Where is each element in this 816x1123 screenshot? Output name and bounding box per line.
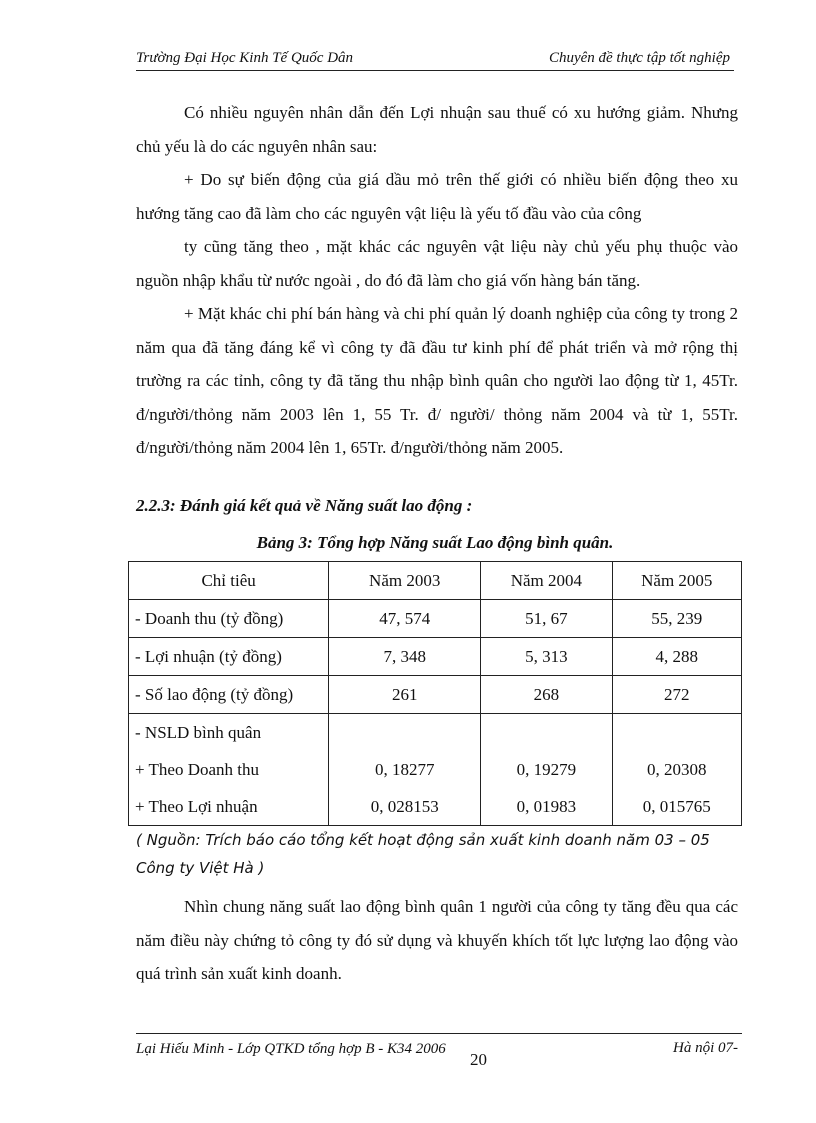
body-text <box>136 96 738 465</box>
cell-value: 0, 20308 <box>647 760 707 779</box>
cell-value: 272 <box>612 676 741 714</box>
header-school: Trường Đại Học Kinh Tế Quốc Dân <box>136 50 354 66</box>
nsld-2003 <box>329 714 481 826</box>
table-header-row <box>129 562 742 600</box>
row-label: - Doanh thu (tỷ đồng) <box>129 600 329 638</box>
paragraph-intro: Có nhiều nguyên nhân dẫn đến Lợi nhuận sau thuế có xu hướng giảm. Nhưng chủ yếu là do các nguyên nhân sau: <box>136 103 738 156</box>
paragraph-costs: + Mặt khác chi phí bán hàng và chi phí quản lý doanh nghiệp của công ty trong 2 năm qua đã tăng đáng kể vì công ty đã đầu tư kinh phí để phát triển và mở rộng thị trường ra các tỉnh, công ty đã tăng thu nhập bình quân cho người lao động từ 1, 45Tr. đ/người/thỏng năm 2003 lên 1, 55 Tr. đ/ người/ thỏng năm 2004 và từ 1, 55Tr. đ/người/thỏng năm 2004 lên 1, 65Tr. đ/người/thỏng năm 2005. <box>136 304 738 457</box>
row-label: - Số lao động (tỷ đồng) <box>129 676 329 714</box>
cell-value: 47, 574 <box>329 600 481 638</box>
source-note: ( Nguồn: Trích báo cáo tổng kết hoạt động sản xuất kinh doanh năm 03 – 05 Công ty Việt Hà ) <box>136 831 710 877</box>
header-report-title: Chuyên đề thực tập tốt nghiệp <box>548 50 730 66</box>
table-row <box>129 600 742 638</box>
page-number: 20 <box>470 1050 487 1069</box>
row-label-nsld <box>129 714 329 826</box>
paragraph-conclusion: Nhìn chung năng suất lao động bình quân 1 người của công ty tăng đều qua các năm điều này chứng tỏ công ty đó sử dụng và khuyến khích tốt lực lượng lao động vào quá trình sản xuất kinh doanh. <box>136 897 738 983</box>
header-indicator: Chỉ tiêu <box>129 562 329 600</box>
cell-value: 0, 028153 <box>370 797 439 816</box>
paragraph-import: ty cũng tăng theo , mặt khác các nguyên vật liệu này chủ yếu phụ thuộc vào nguồn nhập khẩu từ nước ngoài , do đó đã làm cho giá vốn hàng bán tăng. <box>136 237 738 290</box>
row-label: - Lợi nhuận (tỷ đồng) <box>129 638 329 676</box>
page-header <box>136 48 734 71</box>
cell-value: 261 <box>329 676 481 714</box>
nsld-sub-profit: + Theo Lợi nhuận <box>135 797 258 816</box>
footer-author: Lại Hiếu Minh - Lớp QTKD tổng hợp B - K34 2006 <box>136 1041 446 1057</box>
cell-value: 268 <box>481 676 612 714</box>
cell-value: 51, 67 <box>481 600 612 638</box>
cell-value: 4, 288 <box>612 638 741 676</box>
cell-value: 7, 348 <box>329 638 481 676</box>
table-caption: Bảng 3: Tổng hợp Năng suất Lao động bình quân. <box>256 533 614 552</box>
table-row <box>129 638 742 676</box>
header-2005: Năm 2005 <box>612 562 741 600</box>
page-footer <box>136 1033 742 1080</box>
cell-value: 0, 015765 <box>642 797 711 816</box>
nsld-2004 <box>481 714 612 826</box>
cell-value: 0, 01983 <box>516 797 577 816</box>
header-2004: Năm 2004 <box>481 562 612 600</box>
cell-value: 5, 313 <box>481 638 612 676</box>
productivity-table <box>128 561 742 826</box>
footer-date: Hà nội 07- <box>673 1040 738 1056</box>
section-heading: 2.2.3: Đánh giá kết quả về Năng suất lao động : <box>136 496 473 515</box>
cell-value: 55, 239 <box>612 600 741 638</box>
cell-value: 0, 18277 <box>374 760 435 779</box>
cell-value: 0, 19279 <box>516 760 577 779</box>
nsld-2005 <box>612 714 741 826</box>
nsld-sub-revenue: + Theo Doanh thu <box>135 760 260 779</box>
header-2003: Năm 2003 <box>329 562 481 600</box>
table-row <box>129 676 742 714</box>
nsld-label: - NSLD bình quân <box>135 723 262 742</box>
table-row-nsld <box>129 714 742 826</box>
paragraph-oil-price: + Do sự biến động của giá dầu mỏ trên thế giới có nhiều biến động theo xu hướng tăng cao đã làm cho các nguyên vật liệu là yếu tố đầu vào của công <box>136 170 738 223</box>
